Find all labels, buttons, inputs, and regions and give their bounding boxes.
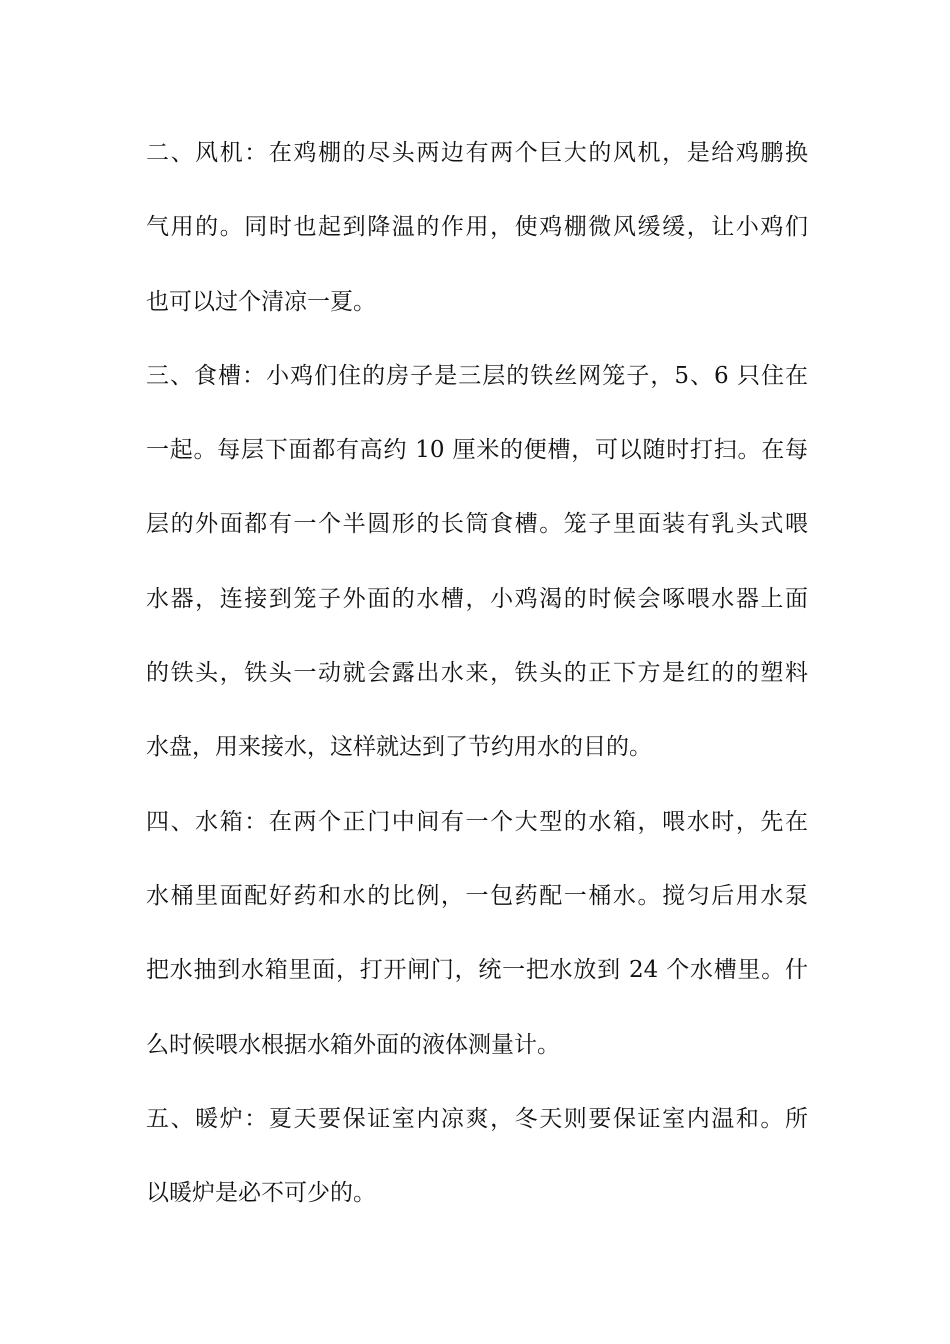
- text-line-5: 一起。每层下面都有高约 10 厘米的便槽，可以随时打扫。在每: [146, 437, 808, 464]
- text-line-4: 三、食槽：小鸡们住的房子是三层的铁丝网笼子，5、6 只住在: [146, 362, 808, 389]
- text-line-3: 也可以过个清凉一夏。: [146, 288, 376, 315]
- text-line-9: 水盘，用来接水，这样就达到了节约用水的目的。: [146, 734, 652, 761]
- text-line-6: 层的外面都有一个半圆形的长筒食槽。笼子里面装有乳头式喂: [146, 511, 808, 538]
- text-line-7: 水器，连接到笼子外面的水槽，小鸡渴的时候会啄喂水器上面: [146, 585, 808, 612]
- document-body: [146, 130, 808, 1244]
- text-line-11: 水桶里面配好药和水的比例，一包药配一桶水。搅匀后用水泵: [146, 882, 808, 909]
- text-line-2: 气用的。同时也起到降温的作用，使鸡棚微风缓缓，让小鸡们: [146, 214, 808, 241]
- text-line-13: 么时候喂水根据水箱外面的液体测量计。: [146, 1031, 560, 1058]
- text-line-1: 二、风机：在鸡棚的尽头两边有两个巨大的风机，是给鸡鹏换: [146, 140, 808, 166]
- text-line-14: 五、暖炉：夏天要保证室内凉爽，冬天则要保证室内温和。所: [146, 1105, 808, 1132]
- text-line-12: 把水抽到水箱里面，打开闸门，统一把水放到 24 个水槽里。什: [146, 957, 808, 984]
- text-line-15: 以暖炉是必不可少的。: [146, 1180, 376, 1207]
- text-line-10: 四、水箱：在两个正门中间有一个大型的水箱，喂水时，先在: [146, 808, 808, 835]
- text-line-8: 的铁头，铁头一动就会露出水来，铁头的正下方是红的的塑料: [146, 660, 808, 687]
